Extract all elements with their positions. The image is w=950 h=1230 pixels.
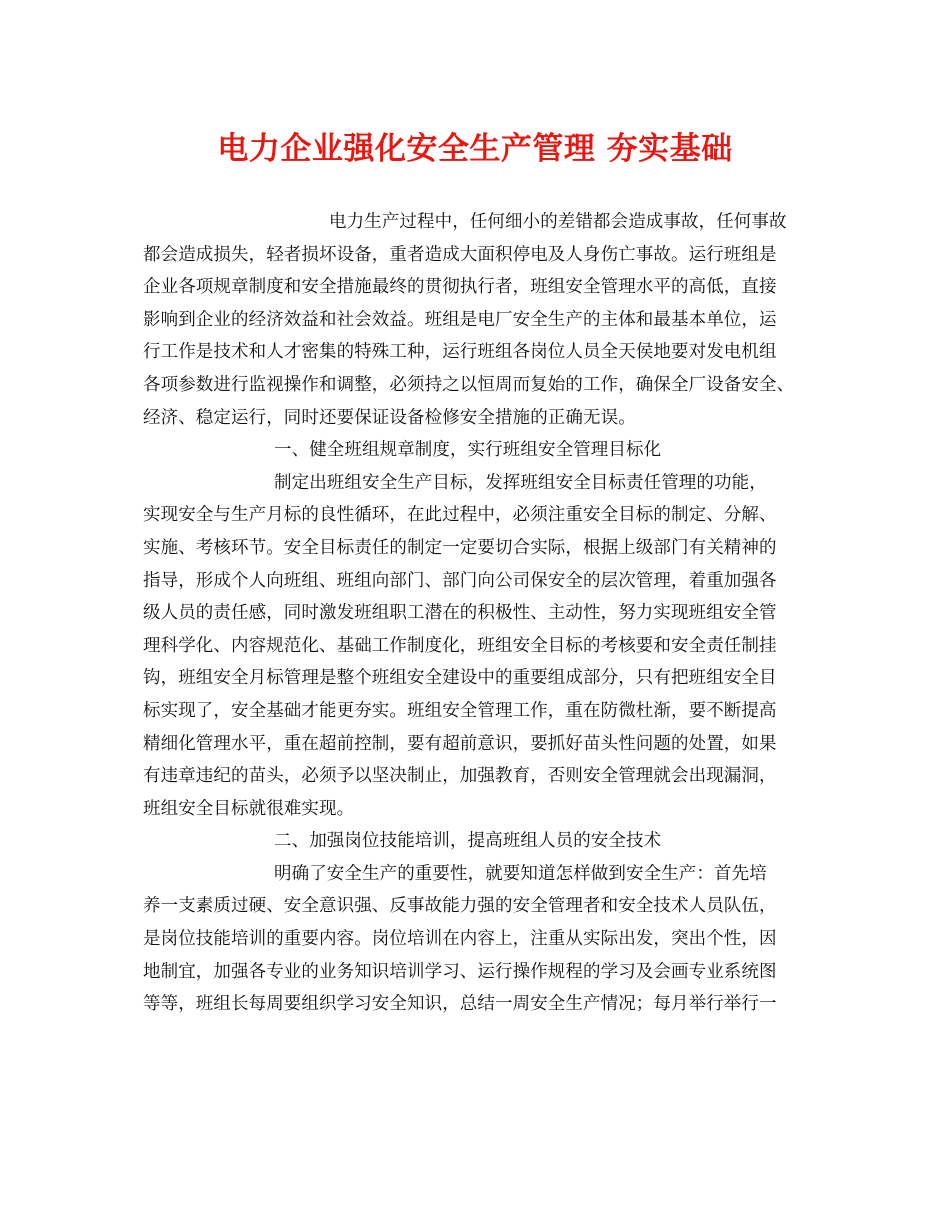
paragraph-line: 级人员的责任感，同时激发班组职工潜在的积极性、主动性，努力实现班组安全管 bbox=[143, 603, 777, 624]
section-heading: 二、加强岗位技能培训，提高班组人员的安全技术 bbox=[274, 831, 662, 852]
section-heading: 一、健全班组规章制度，实行班组安全管理目标化 bbox=[274, 440, 662, 461]
document-title: 电力企业强化安全生产管理 夯实基础 bbox=[217, 131, 733, 167]
paragraph-line: 经济、稳定运行，同时还要保证设备检修安全措施的正确无误。 bbox=[143, 407, 636, 428]
paragraph-line: 各项参数进行监视操作和调整，必须持之以恒周而复始的工作，确保全厂设备安全、 bbox=[143, 374, 795, 395]
paragraph-line: 企业各项规章制度和安全措施最终的贯彻执行者，班组安全管理水平的高低，直接 bbox=[143, 277, 777, 298]
paragraph-line: 标实现了，安全基础才能更夯实。班组安全管理工作，重在防微杜渐，要不断提高 bbox=[143, 700, 777, 721]
paragraph-line: 实施、考核环节。安全目标责任的制定一定要切合实际，根据上级部门有关精神的 bbox=[143, 537, 777, 558]
paragraph-line: 养一支素质过硬、安全意识强、反事故能力强的安全管理者和安全技术人员队伍， bbox=[143, 896, 777, 917]
paragraph-line: 行工作是技术和人才密集的特殊工种，运行班组各岗位人员全天侯地要对发电机组 bbox=[143, 342, 777, 363]
paragraph-line: 是岗位技能培训的重要内容。岗位培训在内容上，注重从实际出发，突出个性，因 bbox=[143, 929, 777, 950]
paragraph-line: 影响到企业的经济效益和社会效益。班组是电厂安全生产的主体和最基本单位，运 bbox=[143, 309, 777, 330]
paragraph-line: 有违章违纪的苗头，必须予以坚决制止，加强教育，否则安全管理就会出现漏洞， bbox=[143, 766, 777, 787]
paragraph-line: 钩，班组安全月标管理是整个班组安全建设中的重要组成部分，只有把班组安全目 bbox=[143, 668, 777, 689]
paragraph-line: 明确了安全生产的重要性，就要知道怎样做到安全生产：首先培 bbox=[274, 863, 767, 884]
paragraph-line: 等等，班组长每周要组织学习安全知识，总结一周安全生产情况；每月举行举行一 bbox=[143, 994, 777, 1015]
paragraph-line: 制定出班组安全生产目标，发挥班组安全目标责任管理的功能， bbox=[274, 472, 767, 493]
document-body bbox=[143, 206, 827, 1021]
paragraph-line: 班组安全目标就很难实现。 bbox=[143, 798, 355, 819]
paragraph-line: 精细化管理水平，重在超前控制，要有超前意识，要抓好苗头性问题的处置，如果 bbox=[143, 733, 777, 754]
paragraph-line: 实现安全与生产月标的良性循环，在此过程中，必须注重安全目标的制定、分解、 bbox=[143, 505, 777, 526]
paragraph-line: 地制宜，加强各专业的业务知识培训学习、运行操作规程的学习及会画专业系统图 bbox=[143, 961, 777, 982]
paragraph-line: 电力生产过程中，任何细小的差错都会造成事故，任何事故 bbox=[329, 212, 787, 232]
paragraph-line: 指导，形成个人向班组、班组向部门、部门向公司保安全的层次管理，着重加强各 bbox=[143, 570, 777, 591]
paragraph-line: 理科学化、内容规范化、基础工作制度化，班组安全目标的考核要和安全责任制挂 bbox=[143, 635, 777, 656]
paragraph-line: 都会造成损失，轻者损坏设备，重者造成大面积停电及人身伤亡事故。运行班组是 bbox=[143, 244, 777, 265]
